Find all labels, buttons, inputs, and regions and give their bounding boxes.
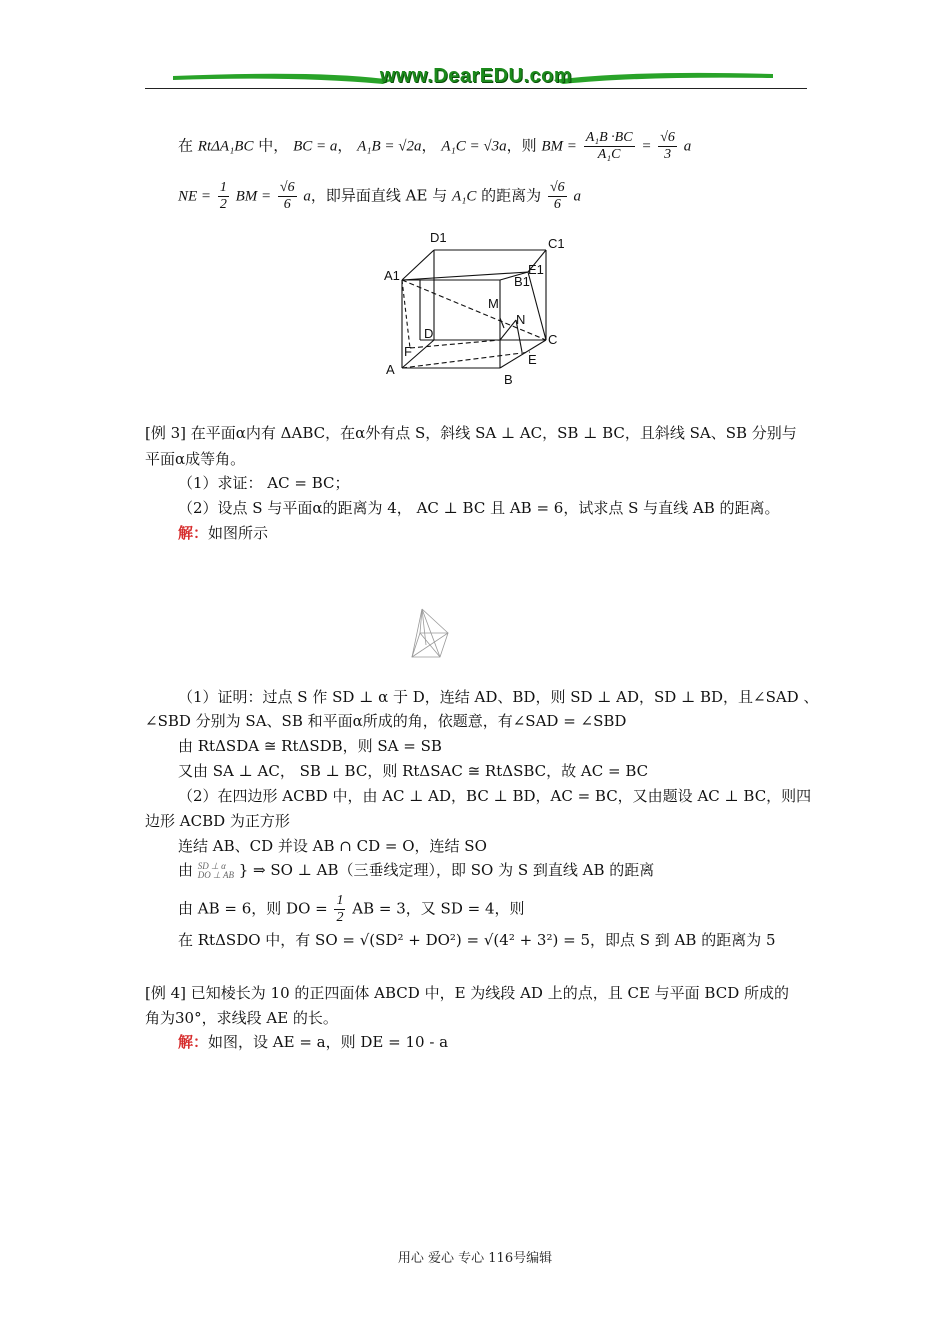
fraction-denominator: A₁C	[597, 147, 621, 162]
proof-line10: 在 RtΔSDO 中，有 SO = √(SD² + DO²) = √(4² + 3²) = 5，即点 S 到 AB 的距离为 5	[178, 931, 776, 949]
fraction-numerator: √6	[279, 180, 295, 195]
fraction-denominator: 6	[283, 197, 291, 212]
label-f: F	[404, 344, 412, 359]
text: 中，	[258, 136, 289, 155]
label-d: D	[424, 326, 434, 341]
fraction-numerator: √6	[549, 180, 565, 195]
proof-line5: （2）在四边形 ACBD 中，由 AC ⊥ AD，BC ⊥ BD，AC = BC，又由题设 AC ⊥ BC，则四	[178, 787, 812, 805]
proof-line3: 由 RtΔSDA ≅ RtΔSDB，则 SA = SB	[178, 737, 442, 755]
label-b: B	[504, 372, 513, 387]
proof-line7: 连结 AB、CD 并设 AB ∩ CD = O，连结 SO	[178, 837, 487, 855]
fraction	[334, 893, 345, 926]
math-bm: BM =	[235, 188, 272, 205]
label-a1: A1	[384, 268, 400, 283]
example3-solution	[178, 523, 268, 543]
label-c1: C1	[548, 236, 565, 251]
page-header	[145, 62, 807, 94]
pyramid-figure	[408, 605, 450, 661]
example4-solution	[178, 1032, 448, 1052]
label-e: E	[528, 352, 537, 367]
text: AB = 3，又 SD = 4，则	[352, 899, 525, 918]
cube-figure	[380, 228, 570, 388]
text: 在	[178, 136, 194, 155]
math-a1c: A₁C	[452, 188, 477, 205]
math-bc: BC = a	[293, 138, 338, 155]
fraction-numerator: 1	[336, 893, 344, 908]
site-brand: www.DearEDU.com	[379, 65, 573, 87]
condition-1: SD ⊥ α	[197, 861, 226, 871]
solution-label: 解：	[178, 1033, 209, 1051]
math-eq: =	[641, 138, 652, 155]
proof-line9	[178, 893, 525, 926]
example3-line2: 平面α成等角。	[145, 450, 246, 468]
math-a1c: A₁C = √3a	[441, 138, 507, 155]
example3-question1: （1）求证： AC = BC；	[178, 474, 350, 492]
solution-label: 解：	[178, 524, 209, 542]
example3-question2: （2）设点 S 与平面α的距离为 4， AC ⊥ BC 且 AB = 6，试求点 S 与直线 AB 的距离。	[178, 499, 780, 517]
solution-text: 如图，设 AE = a，则 DE = 10 - a	[208, 1033, 449, 1051]
formula-line-2	[178, 180, 581, 213]
fraction	[218, 180, 229, 213]
condition-2: DO ⊥ AB	[197, 870, 234, 880]
text: 由	[178, 861, 194, 879]
fraction	[658, 130, 677, 163]
fraction	[278, 180, 297, 213]
header-rule	[145, 88, 807, 89]
proof-line1: （1）证明：过点 S 作 SD ⊥ α 于 D，连结 AD、BD，则 SD ⊥ AD，SD ⊥ BD，且∠SAD 、	[178, 688, 819, 706]
example4-line1: [例 4] 已知棱长为 10 的正四面体 ABCD 中，E 为线段 AD 上的点，且 CE 与平面 BCD 所成的	[145, 984, 789, 1002]
fraction-denominator: 2	[219, 197, 227, 212]
proof-line4: 又由 SA ⊥ AC， SB ⊥ BC，则 RtΔSAC ≅ RtΔSBC，故 AC = BC	[178, 762, 649, 780]
label-d1: D1	[430, 230, 447, 245]
formula-line-1: 在 RtΔA₁BC 中， BC = a， A₁B = √2a， A₁C = √3a，则 BM = $\frac{\text{A₁B ·BC}}{\text{A₁C}}$ = $\frac{√6}{3}$ a	[178, 130, 692, 162]
math-a: a	[303, 188, 311, 205]
label-m: M	[488, 296, 499, 311]
fraction-denominator: 2	[336, 910, 344, 925]
fraction-numerator: 1	[219, 180, 227, 195]
math-a: a	[573, 188, 581, 205]
label-n: N	[516, 312, 526, 327]
text: } ⇒ SO ⊥ AB（三垂线定理），即 SO 为 S 到直线 AB 的距离	[238, 861, 655, 879]
proof-line6: 边形 ACBD 为正方形	[145, 812, 290, 830]
condition-stack	[198, 862, 234, 880]
fraction-numerator: √6	[660, 130, 675, 145]
text: ，则	[506, 136, 537, 155]
proof-line8	[178, 860, 654, 880]
label-b1: B1	[514, 274, 530, 289]
fraction	[584, 130, 635, 163]
label-e1: E1	[528, 262, 544, 277]
label-a: A	[386, 362, 395, 377]
math-a1b: A₁B = √2a	[357, 138, 422, 155]
text: 的距离为	[481, 186, 542, 205]
math-triangle: RtΔA₁BC	[197, 138, 254, 155]
fraction	[548, 180, 567, 213]
fraction-denominator: 3	[664, 147, 672, 162]
text: 由 AB = 6，则 DO =	[178, 899, 328, 918]
example4-line2: 角为30°，求线段 AE 的长。	[145, 1009, 338, 1027]
fraction-denominator: 6	[553, 197, 561, 212]
page-footer: 用心 爱心 专心 116号编辑	[397, 1251, 553, 1266]
label-c: C	[548, 332, 558, 347]
math-ne: NE =	[178, 188, 212, 205]
fraction-numerator: A₁B ·BC	[585, 130, 633, 145]
proof-line2: ∠SBD 分别为 SA、SB 和平面α所成的角，依题意，有∠SAD = ∠SBD	[145, 712, 627, 730]
example3-line1: [例 3] 在平面α内有 ΔABC，在α外有点 S，斜线 SA ⊥ AC，SB ⊥ BC，且斜线 SA、SB 分别与	[145, 424, 797, 442]
math-a: a	[683, 138, 692, 155]
text: ，即异面直线 AE 与	[310, 186, 448, 205]
math-bm: BM =	[541, 138, 577, 155]
solution-text: 如图所示	[208, 524, 269, 542]
